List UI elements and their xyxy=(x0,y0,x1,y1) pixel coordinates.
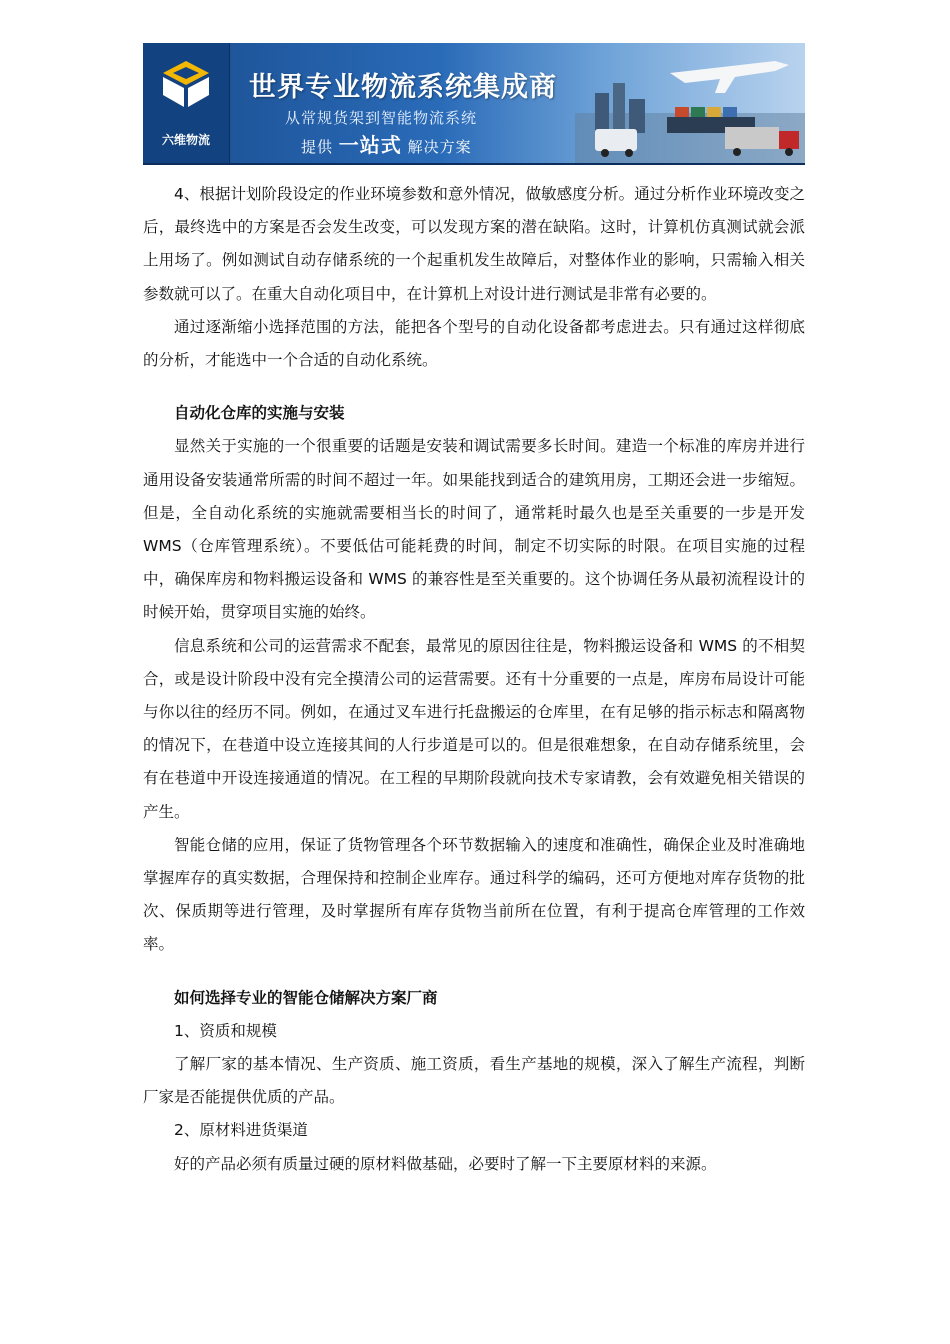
paragraph: 4、根据计划阶段设定的作业环境参数和意外情况，做敏感度分析。通过分析作业环境改变之后，最终选中的方案是否会发生改变，可以发现方案的潜在缺陷。这时，计算机仿真测试就会派上用场了。例如测试自动存储系统的一个起重机发生故障后，对整体作业的影响，只需输入相关参数就可以了。在重大自动化项目中，在计算机上对设计进行测试是非常有必要的。 xyxy=(143,185,805,303)
header-banner xyxy=(143,43,805,165)
paragraph: 显然关于实施的一个很重要的话题是安装和调试需要多长时间。建造一个标准的库房并进行通用设备安装通常所需的时间不超过一年。如果能找到适合的建筑用房，工期还会进一步缩短。但是，全自动化系统的实施就需要相当长的时间了，通常耗时最久也是至关重要的一步是开发 WMS（仓库管理系统）。不要低估可能耗费的时间，制定不切实际的时限。在项目实施的过程中，确保库房和物料搬运设备和 WMS 的兼容性是至关重要的。这个协调任务从最初流程设计的时候开始，贯穿项目实施的始终。 xyxy=(143,437,805,622)
tagline-post: 解决方案 xyxy=(407,138,472,156)
paragraph: 通过逐渐缩小选择范围的方法，能把各个型号的自动化设备都考虑进去。只有通过这样彻底的分析，才能选中一个合适的自动化系统。 xyxy=(143,317,805,370)
logo-text: 六维物流 xyxy=(161,133,210,147)
banner-tagline xyxy=(301,129,472,158)
document-body xyxy=(143,178,805,1181)
banner-headline: 世界专业物流系统集成商 xyxy=(249,72,557,103)
paragraph: 信息系统和公司的运营需求不配套，最常见的原因往往是，物料搬运设备和 WMS 的不相契合，或是设计阶段中没有完全摸清公司的运营需要。还有十分重要的一点是，库房布局设计可能与你以往的经历不同。例如，在通过叉车进行托盘搬运的仓库里，在有足够的指示标志和隔离物的情况下，在巷道中设立连接其间的人行步道是可以的。但是很难想象，在自动存储系统里，会有在巷道中开设连接通道的情况。在工程的早期阶段就向技术专家请教，会有效避免相关错误的产生。 xyxy=(143,636,805,821)
logistics-scene-image xyxy=(575,43,805,163)
list-heading: 2、原材料进货渠道 xyxy=(174,1121,308,1140)
list-heading: 1、资质和规模 xyxy=(174,1021,277,1040)
paragraph: 好的产品必须有质量过硬的原材料做基础，必要时了解一下主要原材料的来源。 xyxy=(174,1154,717,1173)
paragraph: 了解厂家的基本情况、生产资质、施工资质，看生产基地的规模，深入了解生产流程，判断厂家是否能提供优质的产品。 xyxy=(143,1055,805,1107)
tagline-emph: 一站式 xyxy=(338,133,402,157)
logo xyxy=(143,43,230,163)
section-heading: 如何选择专业的智能仓储解决方案厂商 xyxy=(174,988,438,1007)
logo-mark-icon xyxy=(161,59,211,109)
paragraph: 智能仓储的应用，保证了货物管理各个环节数据输入的速度和准确性，确保企业及时准确地掌握库存的真实数据，合理保持和控制企业库存。通过科学的编码，还可方便地对库存货物的批次、保质期等进行管理，及时掌握所有库存货物当前所在位置，有利于提高仓库管理的工作效率。 xyxy=(143,835,805,954)
section-heading: 自动化仓库的实施与安装 xyxy=(174,404,345,423)
banner-subline: 从常规货架到智能物流系统 xyxy=(285,109,478,127)
tagline-pre: 提供 xyxy=(301,138,334,156)
